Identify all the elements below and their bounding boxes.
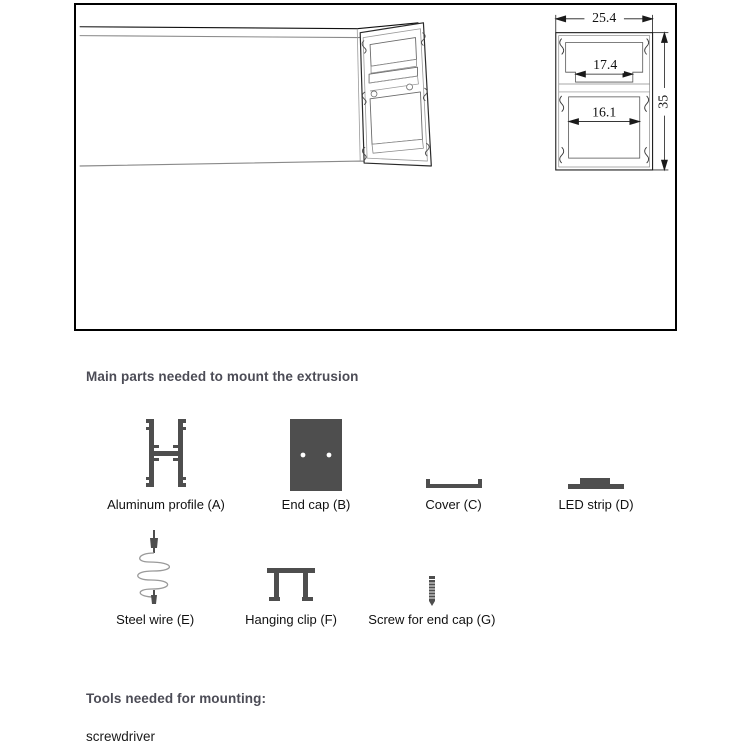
dimension-label-16-1: 16.1 bbox=[592, 104, 617, 120]
part-cover bbox=[386, 415, 521, 513]
cross-section-drawing bbox=[556, 9, 674, 170]
dimension-inner-lower-width bbox=[569, 104, 640, 125]
technical-drawing-frame bbox=[74, 3, 677, 331]
parts-row-1 bbox=[86, 415, 686, 513]
tools-heading: Tools needed for mounting: bbox=[86, 691, 267, 706]
part-led-strip bbox=[521, 415, 671, 513]
tools-text: screwdriver bbox=[86, 729, 156, 744]
part-label-cover: Cover (C) bbox=[425, 497, 482, 512]
part-label-hanging-clip: Hanging clip (F) bbox=[245, 612, 337, 627]
cover-icon bbox=[424, 415, 484, 491]
part-label-steel-wire: Steel wire (E) bbox=[116, 612, 195, 627]
aluminum-profile-icon bbox=[140, 415, 192, 491]
end-cap-icon bbox=[288, 415, 344, 491]
part-hanging-clip bbox=[224, 530, 357, 628]
dimension-height bbox=[653, 33, 674, 170]
steel-wire-icon bbox=[127, 530, 183, 606]
part-aluminum-profile bbox=[86, 415, 246, 513]
technical-drawing-svg bbox=[76, 5, 675, 329]
dimension-label-25-4: 25.4 bbox=[592, 9, 617, 25]
part-label-aluminum-profile: Aluminum profile (A) bbox=[107, 497, 225, 512]
hanging-clip-icon bbox=[263, 530, 319, 606]
dimension-label-17-4: 17.4 bbox=[593, 57, 618, 73]
isometric-end-face bbox=[360, 23, 431, 166]
part-label-screw: Screw for end cap (G) bbox=[368, 612, 496, 627]
parts-row-2 bbox=[86, 530, 506, 628]
screw-icon bbox=[422, 530, 442, 606]
part-label-led-strip: LED strip (D) bbox=[558, 497, 634, 512]
part-end-cap bbox=[246, 415, 386, 513]
part-steel-wire bbox=[86, 530, 224, 628]
part-screw bbox=[358, 530, 506, 628]
dimension-outer-width bbox=[556, 9, 653, 33]
isometric-extrusion bbox=[80, 23, 432, 166]
main-parts-heading: Main parts needed to mount the extrusion bbox=[86, 369, 359, 384]
dimension-label-35: 35 bbox=[655, 94, 671, 109]
dimension-inner-upper-width bbox=[576, 56, 633, 77]
part-label-end-cap: End cap (B) bbox=[281, 497, 351, 512]
led-strip-icon bbox=[568, 415, 624, 491]
